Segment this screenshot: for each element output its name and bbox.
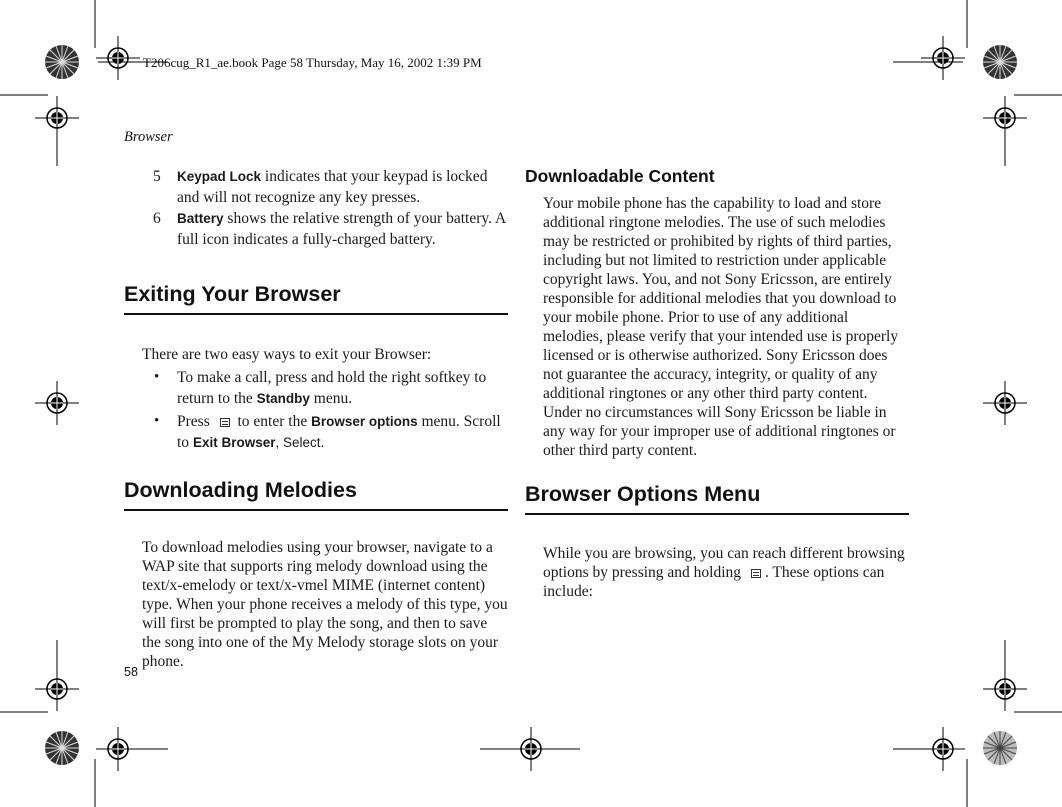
- list-item: [124, 208, 508, 250]
- registration-mark-icon: [983, 96, 1027, 140]
- options-text: While you are browsing, you can reach different browsing options by pressing and holding . These options can include:: [543, 545, 905, 600]
- page-number: 58: [124, 665, 138, 679]
- registration-mark-icon: [921, 727, 965, 771]
- menu-key-icon: [751, 569, 761, 578]
- registration-mark-icon: [983, 667, 1027, 711]
- registration-mark-icon: [96, 727, 140, 771]
- menu-term: Standby: [256, 391, 310, 406]
- exiting-intro: There are two easy ways to exit your Browser:: [142, 346, 432, 363]
- left-column: [124, 166, 508, 671]
- downloading-text: To download melodies using your browser, navigate to a WAP site that supports ring melody download using the text/x-emelody or text/x-vmel MIME (internet content) type. When your phone receives a melody of this type, you will first be prompted to play the song, and then to save the song into one of the My Melody storage slots on your phone.: [142, 539, 508, 670]
- menu-term: Select: [282, 435, 321, 450]
- color-bar-icon: [983, 45, 1017, 79]
- menu-term: Browser options: [311, 414, 418, 429]
- bullet-icon: •: [154, 369, 160, 385]
- registration-mark-icon: [96, 36, 140, 80]
- running-head: Browser: [124, 129, 173, 145]
- downloadable-text: Your mobile phone has the capability to load and store additional ringtone melodies. The use of such melodies may be restricted or prohibited by rights of third parties, including but not limited to restriction under applicable copyright laws. You, and not Sony Ericsson, are entirely responsible for additional melodies that you download to your mobile phone. Prior to use of any additional melodies, please verify that your intended use is properly licensed or is otherwise authorized. Sony Ericsson does not guarantee the accuracy, integrity, or quality of any additional ringtones or any other third party content. Under no circumstances will Sony Ericsson be liable in any way for your improper use of additional ringtones or other third party content.: [543, 195, 899, 459]
- section-heading-options: Browser Options Menu: [525, 482, 909, 515]
- item-text: indicates that your keypad is locked and will not recognize any key presses.: [177, 168, 488, 206]
- registration-mark-icon: [921, 36, 965, 80]
- menu-term: Exit Browser: [192, 435, 276, 450]
- list-item: • Press to enter the Browser options menu. Scroll to Exit Browser, Select.: [154, 413, 501, 451]
- color-bar-icon: [45, 731, 79, 765]
- item-number: 5: [153, 168, 161, 185]
- registration-mark-icon: [35, 667, 79, 711]
- menu-key-icon: [220, 418, 230, 427]
- subsection-heading-downloadable: Downloadable Content: [525, 166, 715, 186]
- print-header: T206cug_R1_ae.book Page 58 Thursday, May 16, 2002 1:39 PM: [143, 55, 482, 70]
- bullet-icon: •: [154, 413, 160, 429]
- registration-mark-icon: [509, 727, 553, 771]
- section-heading-exiting: Exiting Your Browser: [124, 282, 508, 315]
- item-number: 6: [153, 210, 161, 227]
- item-term: Keypad Lock: [177, 169, 262, 184]
- color-bar-icon: [983, 731, 1017, 765]
- item-term: Battery: [177, 211, 224, 226]
- list-item: [124, 166, 508, 208]
- list-item: • To make a call, press and hold the right softkey to return to the Standby menu.: [154, 369, 487, 407]
- exit-bullet-list: [124, 367, 508, 453]
- registration-mark-icon: [983, 381, 1027, 425]
- color-bar-icon: [45, 45, 79, 79]
- section-heading-downloading: Downloading Melodies: [124, 478, 508, 511]
- item-text: shows the relative strength of your battery. A full icon indicates a fully-charged battery.: [177, 210, 506, 248]
- numbered-list: [124, 166, 508, 250]
- right-column: [525, 166, 909, 601]
- registration-mark-icon: [35, 96, 79, 140]
- registration-mark-icon: [35, 381, 79, 425]
